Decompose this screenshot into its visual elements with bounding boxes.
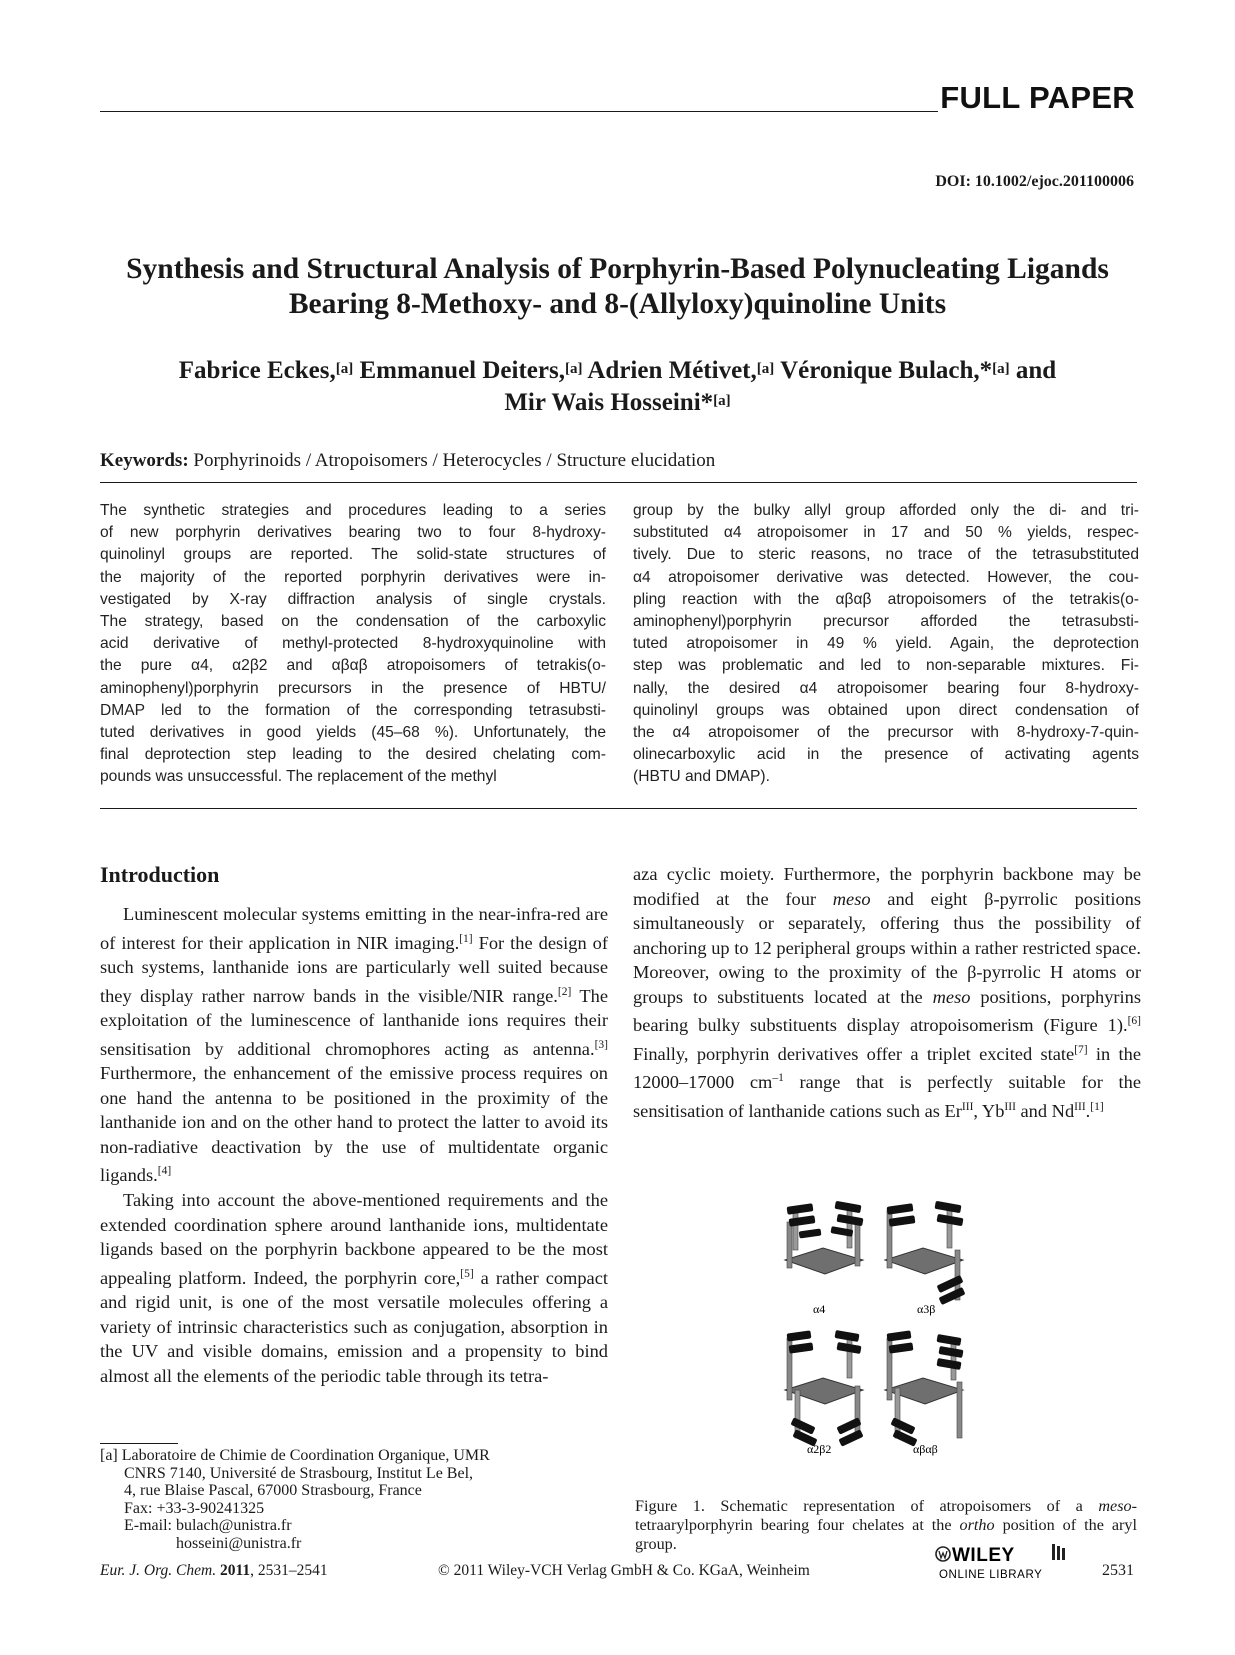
abstract-line: step was problematic and led to non-separable mixtures. Fi- [633,657,1139,675]
citation[interactable]: [1] [1090,1100,1104,1113]
author-name: Fabrice Eckes, [178,357,336,384]
journal-name: Eur. J. Org. Chem. [100,1562,217,1579]
footnote-line: [a] Laboratoire de Chimie de Coordination Organique, UMR [100,1447,490,1464]
paragraph [100,902,608,1188]
email-line[interactable]: hosseini@unistra.fr [100,1534,302,1552]
page-number: 2531 [1102,1562,1134,1579]
affiliation-footnote [100,1447,608,1553]
figure-label: αβαβ [913,1442,938,1456]
journal-pages: , 2531–2541 [250,1562,328,1579]
email-line[interactable]: E-mail: bulach@unistra.fr [100,1517,292,1535]
abstract-line: acid derivative of methyl-protected 8-hydroxyquinoline with [100,635,606,653]
text-run: and Nd [1015,1101,1075,1121]
text-run: in the 12000–17000 cm [633,1043,1142,1093]
abstract-line: the pure α4, α2β2 and αβαβ atropoisomers of tetrakis(o- [100,657,606,675]
journal-citation [100,1562,328,1580]
isomer-alpha4 [785,1201,863,1274]
copyright: © 2011 Wiley-VCH Verlag GmbH & Co. KGaA, Weinheim [438,1562,810,1579]
abstract-line: The synthetic strategies and procedures leading to a series [100,502,606,519]
abstract-rule-top [100,482,1137,483]
keywords [100,450,715,472]
footnote-line: Fax: +33-3-90241325 [100,1499,265,1517]
abstract-line: The strategy, based on the condensation of the carboxylic [100,613,606,631]
title-line-2: Bearing 8-Methoxy- and 8-(Allyloxy)quinoline Units [288,288,947,320]
article-title [100,252,1135,322]
figure-label: α2β2 [807,1442,832,1456]
doi: DOI: 10.1002/ejoc.201100006 [935,173,1134,190]
atropoisomer-diagram [755,1195,1155,1480]
section-label: FULL PAPER [940,80,1135,115]
figure-label: α3β [917,1302,936,1316]
isomer-alpha3beta [885,1201,965,1305]
oxidation-state: III [1004,1100,1016,1113]
section-heading: Introduction [100,862,220,887]
author-name: Emmanuel Deiters, [359,357,565,384]
abstract-line: tively. Due to steric reasons, no trace of the tetrasubstituted [633,546,1139,564]
text-run: Luminescent molecular systems emitting in the near-infra-red are of interest for their application in NIR imaging. [100,904,608,953]
abstract-line: final deprotection step leading to the desired chelating com- [100,746,606,764]
keywords-text: Porphyrinoids / Atropoisomers / Heterocycles / Structure elucidation [193,450,716,471]
wiley-logo[interactable] [935,1540,1075,1582]
author-affil: [a] [992,361,1010,377]
citation[interactable]: [6] [1127,1015,1141,1027]
text-run: The exploitation of the luminescence of lanthanide ions requires their sensitisation by additional chromophores acting as antenna. [100,985,609,1059]
text-run: aza cyclic moiety. Furthermore, the porphyrin backbone may be modified at the four [633,864,1141,909]
abstract-line: nally, the desired α4 atropoisomer bearing four 8-hydroxy- [633,679,1139,697]
text-run: -tetraarylporphyrin bearing four chelates at the [635,1497,1137,1534]
abstract-column-2 [633,500,1139,789]
wiley-subtitle: ONLINE LIBRARY [939,1569,1043,1581]
abstract-line: α4 atropoisomer derivative was detected. However, the cou- [633,568,1139,586]
text-run: position of the aryl group. [635,1516,1137,1553]
body-column-right [633,862,1141,1124]
abstract-rule-bottom [100,808,1137,809]
abstract-line: of new porphyrin derivatives bearing two to four 8-hydroxy- [100,524,606,542]
italic-term: ortho [959,1516,995,1534]
paragraph [633,862,1141,1124]
abstract-line: vestigated by X-ray diffraction analysis of single crystals. [100,590,606,608]
text-run: Figure 1. Schematic representation of atropoisomers of a [635,1497,1099,1515]
italic-term: meso [1098,1497,1132,1515]
abstract-line: the α4 atropoisomer of the precursor with 8-hydroxy-7-quin- [633,724,1139,742]
text-run: , Yb [973,1101,1005,1121]
oxidation-state: III [961,1100,974,1113]
text-run: a rather compact and rigid unit, is one of the most versatile molecules offering a variety of intrinsic characteristics such as conjugation, absorption in the UV and visible domains, emission and a propensity to bind almost all the elements of the periodic table through its tetra- [100,1267,608,1386]
figure-1 [755,1195,1155,1480]
abstract-line: pounds was unsuccessful. The replacement of the methyl [100,768,497,786]
abstract-line: DMAP led to the formation of the corresponding tetrasubsti- [100,701,606,719]
author-and: and [1015,357,1057,384]
text-run: . [1085,1101,1091,1121]
abstract-line: quinolinyl groups are reported. The solid-state structures of [100,546,606,564]
abstract-line: pling reaction with the αβαβ atropoisomers of the tetrakis(o- [633,590,1139,608]
text-run: range that is perfectly suitable for the sensitisation of lanthanide cations such as Er [633,1072,1142,1121]
footnote-line: CNRS 7140, Université de Strasbourg, Institut Le Bel, [100,1464,474,1482]
abstract-line: quinolinyl groups was obtained upon direct condensation of [633,701,1139,719]
abstract-line: (HBTU and DMAP). [633,768,770,786]
author-affil: [a] [713,393,731,409]
italic-term: meso [932,986,971,1007]
oxidation-state: III [1074,1100,1086,1113]
abstract-line: the majority of the reported porphyrin derivatives were in- [100,568,606,586]
citation[interactable]: [4] [157,1165,172,1178]
author-list [100,355,1135,419]
keywords-label: Keywords: [100,450,189,471]
unit-exponent: –1 [772,1072,784,1085]
wiley-wordmark: WILEY [952,1545,1015,1566]
isomer-alpha2beta2 [785,1330,864,1447]
author-name: Véronique Bulach,* [780,357,993,384]
author-affil: [a] [756,361,775,377]
body-column-left [100,902,608,1388]
text-run: Taking into account the above-mentioned requirements and the extended coordination sphere around lanthanide ions, multidentate ligands based on the porphyrin backbone appeared to be the most appealing platform. Indeed, the porphyrin core, [100,1190,608,1288]
author-affil: [a] [335,361,354,377]
author-name: Adrien Métivet, [587,357,757,384]
abstract-column-1 [100,500,606,789]
text-run: Finally, porphyrin derivatives offer a triplet excited state [633,1043,1075,1064]
citation[interactable]: [5] [460,1267,474,1280]
abstract-line: tuted derivatives in good yields (45–68 %). Unfortunately, the [100,724,606,742]
title-line-1: Synthesis and Structural Analysis of Porphyrin-Based Polynucleating Ligands [126,253,1109,285]
text-run: For the design of such systems, lanthanide ions are particularly well suited because they display rather narrow bands in the visible/NIR range. [100,932,608,1006]
abstract-line: substituted α4 atropoisomer in 17 and 50 % yields, respec- [633,524,1139,542]
abstract-line: tuted atropoisomer in 49 % yield. Again, the deprotection [633,635,1139,653]
author-name: Mir Wais Hosseini* [504,389,714,416]
journal-year: 2011 [219,1562,251,1579]
abstract-line: aminophenyl)porphyrin precursor afforded the tetrasubsti- [633,613,1139,631]
header-rule [100,111,938,112]
author-affil: [a] [564,361,583,377]
footnote-rule [100,1443,178,1444]
text-run: Furthermore, the enhancement of the emissive process requires on one hand the antenna to be positioned in the proximity of the lanthanide ion and on the other hand to protect the latter to avoid its non-radiative deactivation by the use of multidentate organic ligands. [100,1063,608,1186]
paragraph [100,1188,608,1388]
text-run: and eight β-pyrrolic positions simultaneously or separately, offering thus the possibility of anchoring up to 12 peripheral groups within a rather restricted space. Moreover, owing to the proximity of the β-pyrrolic H atoms or groups to substituents located at the [633,888,1141,1007]
citation[interactable]: [7] [1074,1043,1088,1056]
citation[interactable]: [1] [459,932,473,945]
wiley-emblem-icon [935,1540,1075,1582]
footnote-line: 4, rue Blaise Pascal, 67000 Strasbourg, France [100,1482,422,1500]
abstract-line: olinecarboxylic acid in the presence of activating agents [633,746,1139,764]
abstract-line: aminophenyl)porphyrin precursors in the presence of HBTU/ [100,679,606,697]
italic-term: meso [832,888,871,909]
text-run: positions, porphyrins bearing bulky substituents display atropoisomerism (Figure 1). [633,986,1141,1036]
citation[interactable]: [3] [594,1038,608,1051]
isomer-alphabetaalphabeta [885,1330,964,1446]
citation[interactable]: [2] [557,985,572,998]
figure-label: α4 [813,1302,826,1316]
abstract-line: group by the bulky allyl group afforded only the di- and tri- [633,502,1139,519]
